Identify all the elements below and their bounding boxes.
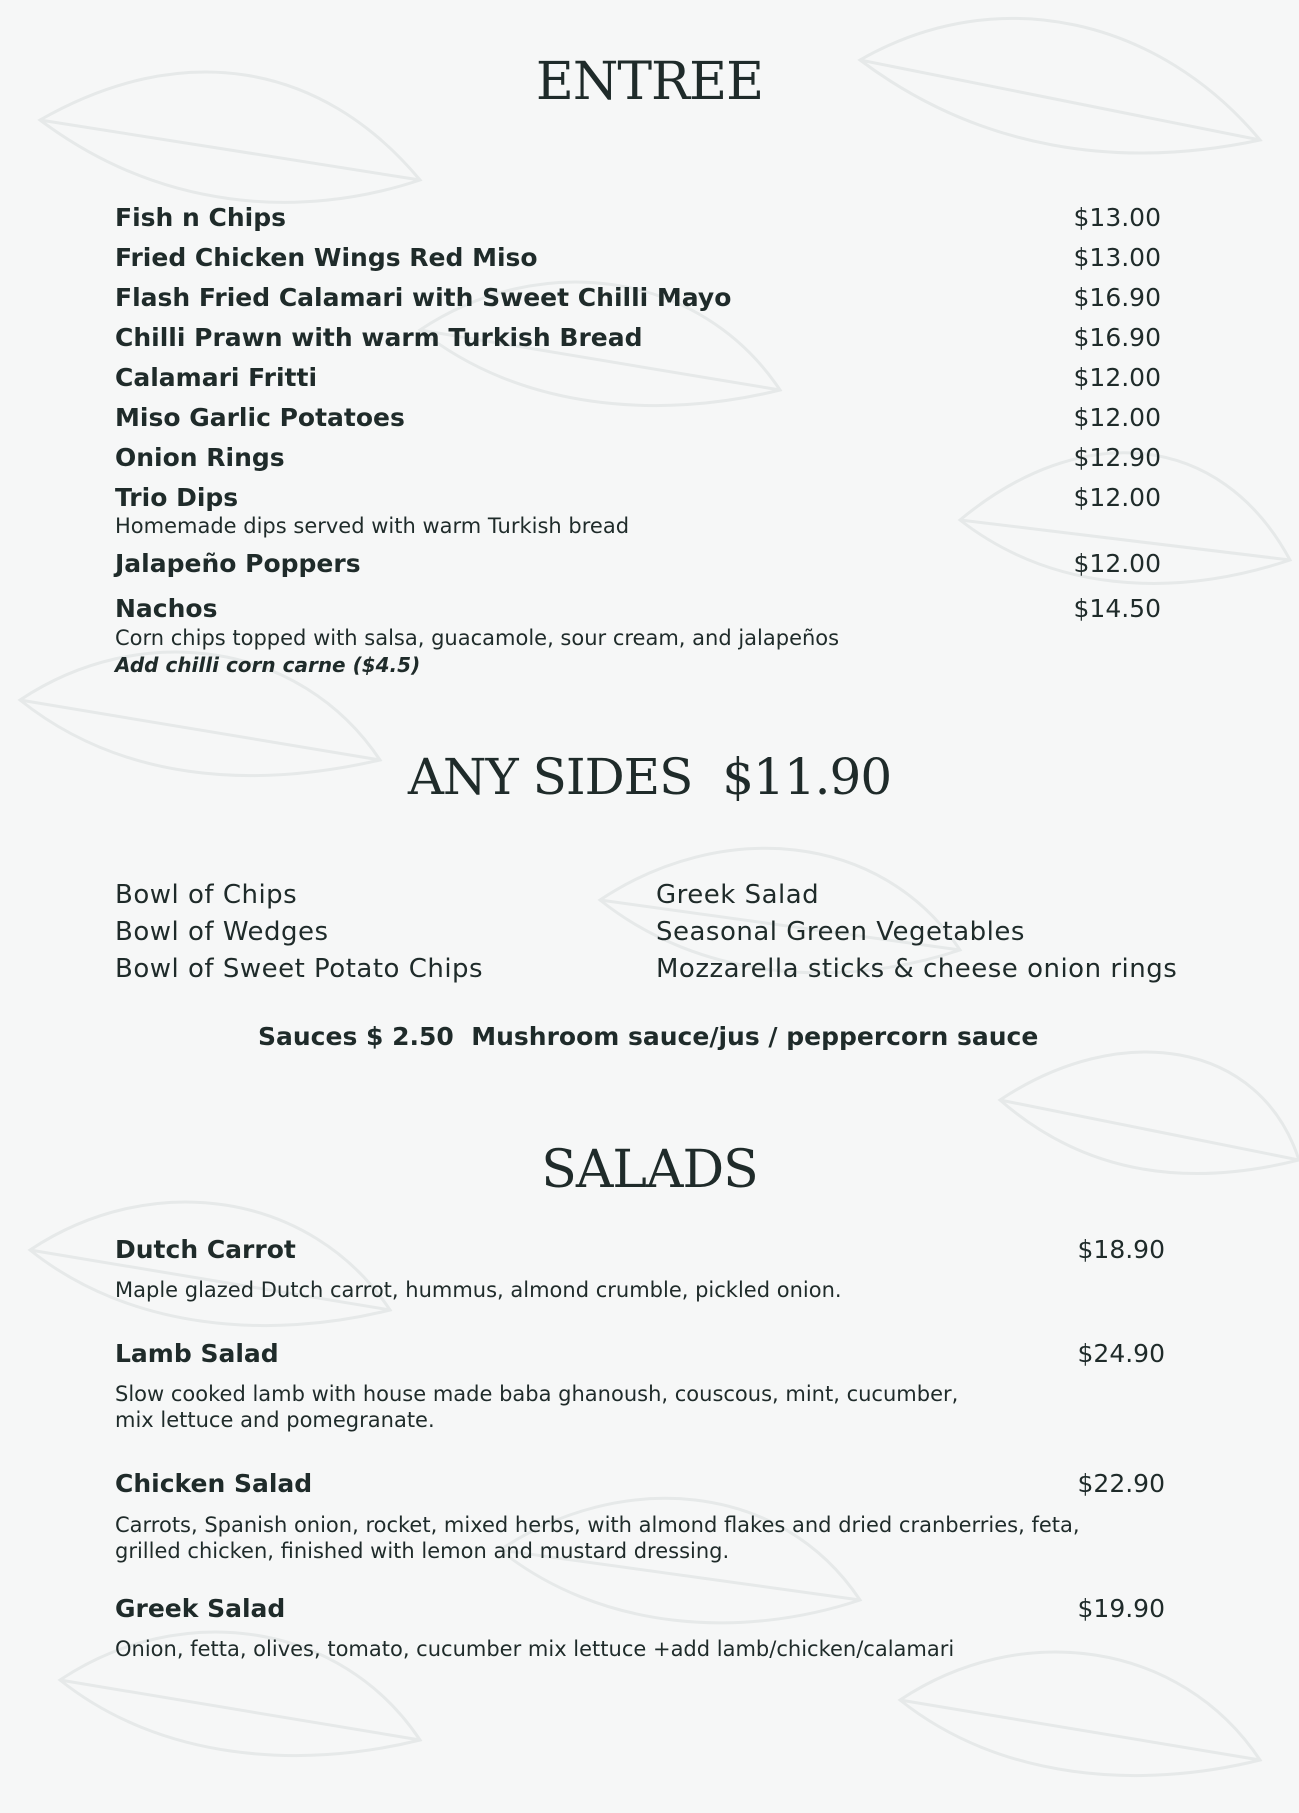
side-item: Bowl of Chips [115, 880, 298, 910]
menu-item-description: Maple glazed Dutch carrot, hummus, almond crumble, pickled onion. [115, 1278, 842, 1302]
menu-item-name: Flash Fried Calamari with Sweet Chilli Mayo [115, 283, 732, 312]
menu-item-description: mix lettuce and pomegranate. [115, 1408, 435, 1432]
menu-item-price: $12.00 [1073, 483, 1161, 512]
menu-item-price: $13.00 [1073, 203, 1161, 232]
menu-item-name: Lamb Salad [115, 1339, 279, 1368]
menu-item-description: Carrots, Spanish onion, rocket, mixed herbs, with almond flakes and dried cranberries, feta, [115, 1513, 1080, 1537]
menu-item-price: $12.00 [1073, 403, 1161, 432]
menu-item-price: $18.90 [1077, 1235, 1165, 1264]
side-item: Mozzarella sticks & cheese onion rings [656, 954, 1178, 984]
sauces-line: Sauces $ 2.50 Mushroom sauce/jus / peppercorn sauce [258, 1022, 1039, 1051]
menu-item-price: $14.50 [1073, 594, 1161, 623]
menu-item-price: $12.00 [1073, 549, 1161, 578]
menu-item-addon: Add chilli corn carne ($4.5) [115, 653, 421, 677]
menu-item-name: Chilli Prawn with warm Turkish Bread [115, 323, 643, 352]
menu-item-price: $19.90 [1077, 1594, 1165, 1623]
menu-item-name: Fried Chicken Wings Red Miso [115, 243, 538, 272]
menu-item-name: Chicken Salad [115, 1469, 313, 1498]
menu-item-price: $24.90 [1077, 1339, 1165, 1368]
sides-title: ANY SIDES $11.90 [407, 748, 892, 806]
menu-item-description: grilled chicken, finished with lemon and mustard dressing. [115, 1539, 730, 1563]
entree-title: ENTREE [535, 52, 764, 112]
menu-item-description: Homemade dips served with warm Turkish bread [115, 514, 630, 538]
salads-title: SALADS [541, 1140, 758, 1200]
menu-item-name: Miso Garlic Potatoes [115, 403, 405, 432]
menu-item-price: $12.90 [1073, 443, 1161, 472]
side-item: Bowl of Wedges [115, 917, 329, 947]
side-item: Bowl of Sweet Potato Chips [115, 954, 484, 984]
menu-item-price: $13.00 [1073, 243, 1161, 272]
menu-item-price: $12.00 [1073, 363, 1161, 392]
menu-item-name: Jalapeño Poppers [115, 549, 361, 578]
menu-item-description: Onion, fetta, olives, tomato, cucumber mix lettuce +add lamb/chicken/calamari [115, 1637, 955, 1661]
menu-item-name: Onion Rings [115, 443, 285, 472]
menu-item-name: Fish n Chips [115, 203, 287, 232]
menu-item-name: Greek Salad [115, 1594, 286, 1623]
menu-item-description: Corn chips topped with salsa, guacamole, sour cream, and jalapeños [115, 626, 840, 650]
menu-item-price: $16.90 [1073, 323, 1161, 352]
menu-item-description: Slow cooked lamb with house made baba ghanoush, couscous, mint, cucumber, [115, 1382, 959, 1406]
side-item: Seasonal Green Vegetables [656, 917, 1025, 947]
menu-item-price: $22.90 [1077, 1469, 1165, 1498]
side-item: Greek Salad [656, 880, 820, 910]
menu-item-price: $16.90 [1073, 283, 1161, 312]
menu-item-name: Dutch Carrot [115, 1235, 296, 1264]
menu-item-name: Trio Dips [115, 483, 239, 512]
menu-item-name: Nachos [115, 594, 218, 623]
menu-item-name: Calamari Fritti [115, 363, 318, 392]
